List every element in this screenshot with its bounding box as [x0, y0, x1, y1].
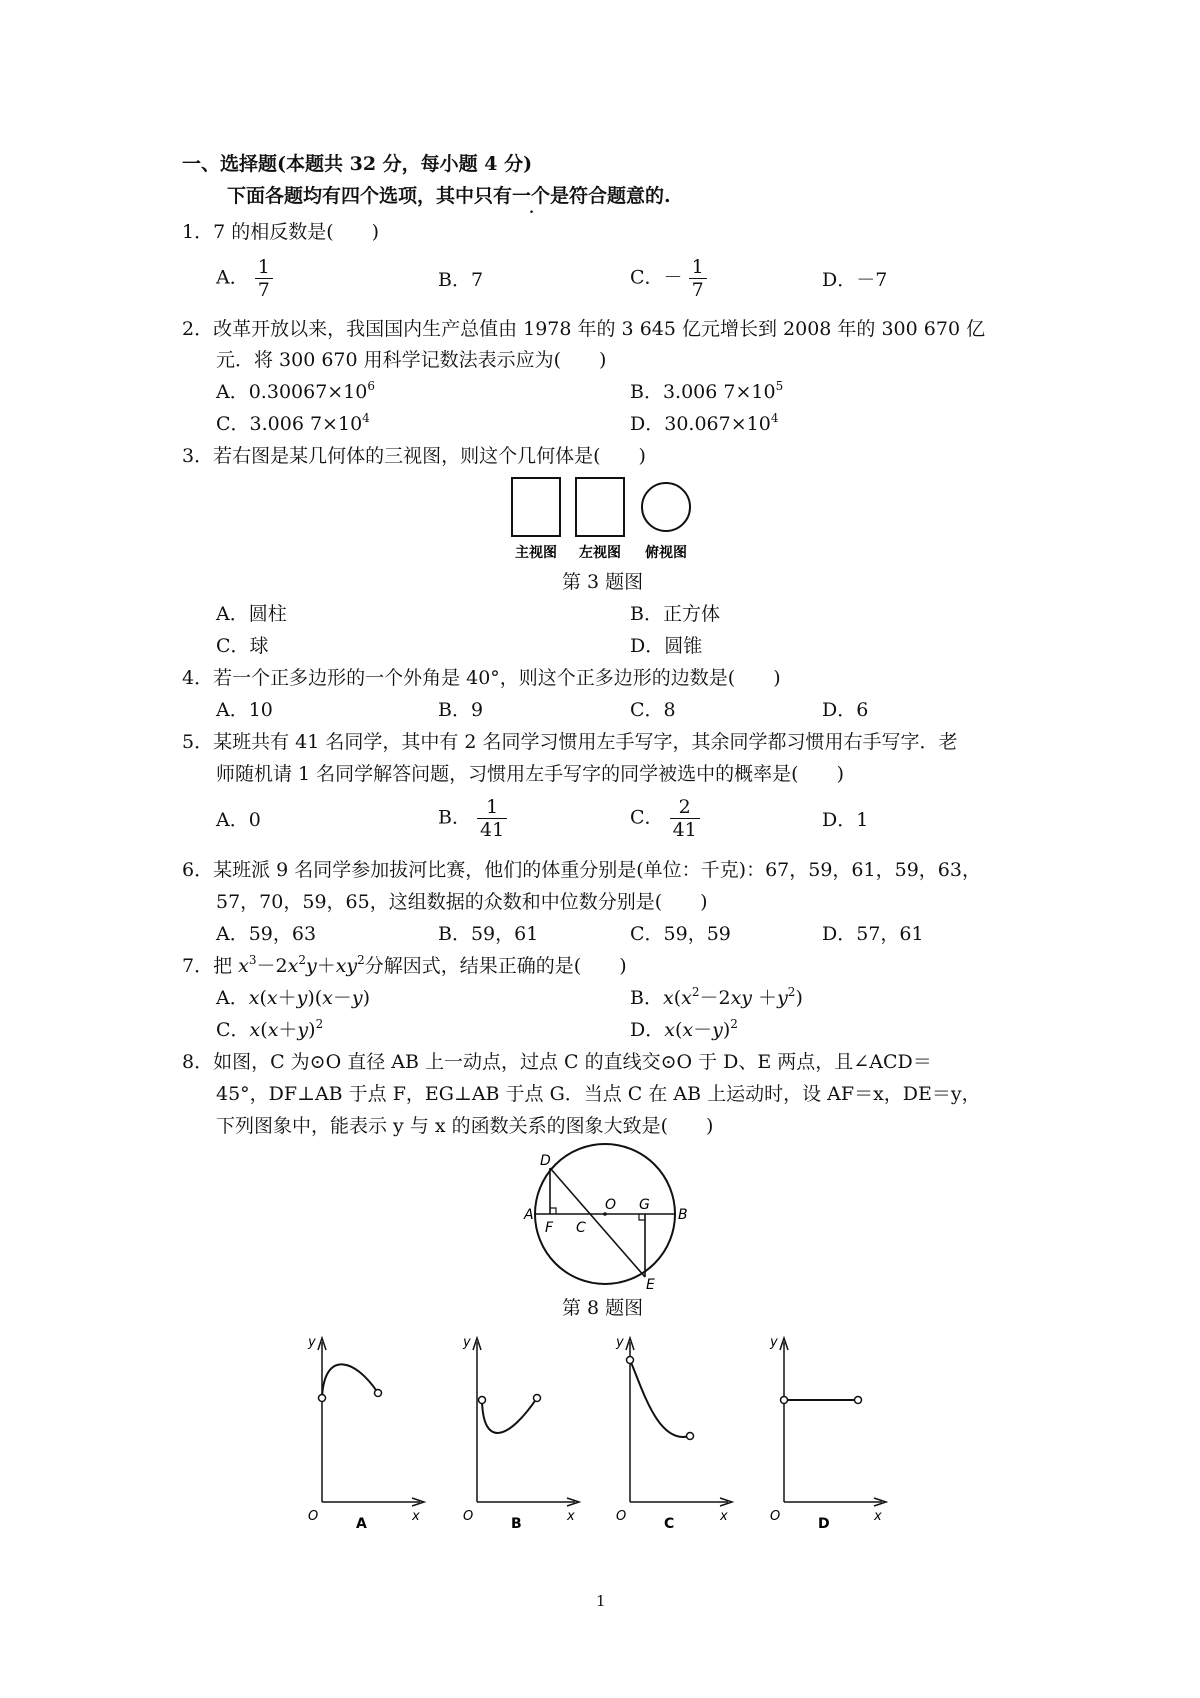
section-instruction	[227, 184, 671, 208]
q6-option-a: A．59，63	[216, 923, 317, 945]
q5-b-label: B．	[438, 806, 471, 829]
q8-line3: 下列图象中，能表示 y 与 x 的函数关系的图象大致是( )	[216, 1115, 714, 1137]
q8-line1: 8．如图，C 为⊙O 直径 AB 上一动点，过点 C 的直线交⊙O 于 D、E 两点，且∠ACD＝	[182, 1051, 932, 1073]
graph-b-start-point	[479, 1397, 486, 1404]
q7-d-label: D．	[630, 1019, 665, 1041]
q6-option-d: D．57，61	[822, 923, 924, 945]
page-number: 1	[596, 1592, 606, 1610]
q3-option-c: C．球	[216, 635, 269, 657]
graph-c-start-point	[627, 1357, 634, 1364]
graph-a-x-label: x	[412, 1509, 420, 1524]
q1-c-label: C．－	[630, 266, 683, 289]
q7-stem	[182, 954, 627, 978]
q2-d-text: D．30.067×10	[630, 413, 771, 435]
graph-a-start-point	[319, 1395, 326, 1402]
q7-a-label: A．	[216, 987, 249, 1009]
graph-d-y-label: y	[770, 1335, 778, 1350]
graph-c-y-label: y	[616, 1335, 624, 1350]
point-label-g: G	[639, 1197, 650, 1213]
point-label-d: D	[540, 1153, 551, 1169]
q2-option-b	[630, 380, 783, 404]
q5-line1: 5．某班共有 41 名同学，其中有 2 名同学习惯用左手写字，其余同学都习惯用右手写字．老	[182, 731, 958, 753]
q7-option-b: B．$x(x^2-2xy +y^2)$	[630, 985, 803, 1009]
q2-line2: 元．将 300 670 用科学记数法表示应为( )	[216, 349, 607, 371]
q7-c-label: C．	[216, 1019, 250, 1041]
graph-d-caption: D	[818, 1516, 830, 1530]
q4-stem: 4．若一个正多边形的一个外角是 40°，则这个正多边形的边数是( )	[182, 667, 781, 689]
q5-b-num: 1	[477, 796, 507, 819]
instruction-emphasis: 一个	[512, 185, 551, 207]
q6-option-b: B．59，61	[438, 923, 539, 945]
graph-a-y-label: y	[308, 1335, 316, 1350]
q3-option-a: A．圆柱	[216, 603, 287, 625]
q3-stem: 3．若右图是某几何体的三视图，则这个几何体是( )	[182, 445, 646, 467]
front-view-rectangle	[512, 478, 560, 536]
q5-option-a: A．0	[216, 809, 261, 831]
q1-option-c	[630, 256, 707, 301]
q4-option-b: B．9	[438, 699, 484, 721]
graph-c-curve	[630, 1360, 690, 1437]
graph-d-end-point	[855, 1397, 862, 1404]
q2-line1: 2．改革开放以来，我国国内生产总值由 1978 年的 3 645 亿元增长到 2008 年的 300 670 亿	[182, 318, 986, 340]
top-view-circle	[642, 483, 690, 531]
q1-stem: 1．7 的相反数是( )	[182, 221, 380, 243]
q2-a-text: A．0.30067×10	[216, 381, 368, 403]
q6-line1: 6．某班派 9 名同学参加拔河比赛，他们的体重分别是(单位：千克)：67，59，61，59，63，	[182, 859, 981, 881]
q7-b-label: B．	[630, 987, 663, 1009]
q5-c-num: 2	[670, 796, 700, 819]
q2-option-c	[216, 412, 370, 436]
point-label-b: B	[678, 1207, 688, 1223]
graph-b-end-point	[534, 1395, 541, 1402]
q8-line2: 45°，DF⊥AB 于点 F，EG⊥AB 于点 G．当点 C 在 AB 上运动时，设 AF＝x，DE＝y，	[216, 1083, 981, 1105]
instruction-before: 下面各题均有四个选项，其中只有	[227, 185, 513, 207]
side-view-label: 左视图	[579, 545, 621, 561]
q1-a-fraction	[255, 256, 273, 301]
q5-line2: 师随机请 1 名同学解答问题，习惯用左手写字的同学被选中的概率是( )	[216, 763, 844, 785]
q7-expression: $x^3-2x^2y+xy^2$	[238, 953, 365, 977]
graph-c-caption: C	[664, 1516, 675, 1530]
q3-caption: 第 3 题图	[562, 571, 644, 593]
q2-c-text: C．3.006 7×10	[216, 413, 363, 435]
q2-b-text: B．3.006 7×10	[630, 381, 776, 403]
q2-b-exp: 5	[775, 379, 784, 393]
q5-option-b	[438, 796, 507, 841]
q5-b-den: 41	[480, 819, 505, 841]
graph-d-start-point	[781, 1397, 788, 1404]
q1-a-den: 7	[257, 279, 270, 301]
q3-option-b: B．正方体	[630, 603, 720, 625]
q5-option-d: D．1	[822, 809, 869, 831]
graph-d-origin: O	[770, 1509, 781, 1524]
q1-option-b: B．7	[438, 269, 484, 291]
q7-option-c: C．$x(x+y)^2$	[216, 1017, 324, 1041]
q7-option-a: A．x(x＋y)(x－y)	[216, 987, 371, 1009]
point-label-o: O	[605, 1197, 617, 1213]
graph-c-x-label: x	[720, 1509, 728, 1524]
section-title: 一、选择题(本题共 32 分，每小题 4 分)	[182, 153, 533, 175]
q1-c-fraction	[689, 256, 707, 301]
q4-option-d: D．6	[822, 699, 869, 721]
right-angle-f	[550, 1208, 556, 1214]
instruction-after: 是符合题意的.	[550, 185, 671, 207]
q8-caption: 第 8 题图	[562, 1297, 644, 1319]
q1-option-a	[216, 256, 273, 301]
graph-b-caption: B	[511, 1516, 522, 1530]
point-label-c: C	[576, 1220, 586, 1236]
chord-de	[550, 1168, 645, 1277]
q5-c-den: 41	[672, 819, 697, 841]
q3-option-d: D．圆锥	[630, 635, 703, 657]
graph-d-x-label: x	[874, 1509, 882, 1524]
q4-option-a: A．10	[216, 699, 273, 721]
graph-b-y-label: y	[463, 1335, 471, 1350]
graph-a-end-point	[375, 1390, 382, 1397]
point-label-a: A	[524, 1207, 534, 1223]
q4-option-c: C．8	[630, 699, 676, 721]
front-view-label: 主视图	[515, 545, 557, 561]
graph-a-curve	[322, 1364, 378, 1398]
q5-b-fraction	[477, 796, 507, 841]
graph-b-origin: O	[463, 1509, 474, 1524]
q3-three-views-figure	[500, 470, 710, 562]
q5-c-label: C．	[630, 806, 664, 829]
q8-graph-c	[608, 1330, 743, 1530]
q6-line2: 57，70，59，65，这组数据的众数和中位数分别是( )	[216, 891, 708, 913]
q8-graph-a	[300, 1330, 435, 1530]
point-label-f: F	[545, 1220, 554, 1236]
q8-graph-d	[762, 1330, 897, 1530]
q7-option-d: D．$x(x-y)^2$	[630, 1017, 738, 1041]
q8-circle-figure	[510, 1140, 700, 1290]
q1-option-d: D．－7	[822, 269, 888, 291]
q2-a-exp: 6	[367, 379, 376, 393]
q5-option-c	[630, 796, 700, 841]
graph-b-x-label: x	[567, 1509, 575, 1524]
q2-d-exp: 4	[770, 411, 779, 425]
q1-a-label: A．	[216, 266, 249, 289]
top-view-label: 俯视图	[645, 545, 687, 561]
q2-option-a	[216, 380, 375, 404]
point-label-e: E	[646, 1277, 655, 1290]
q1-c-den: 7	[691, 279, 704, 301]
graph-b-curve	[482, 1398, 537, 1433]
q7-stem-prefix: 7．把	[182, 955, 239, 977]
q5-c-fraction	[670, 796, 700, 841]
graph-a-origin: O	[308, 1509, 319, 1524]
q7-stem-suffix: 分解因式，结果正确的是( )	[364, 955, 627, 977]
graph-c-end-point	[687, 1433, 694, 1440]
q8-graph-b	[455, 1330, 590, 1530]
right-angle-g	[639, 1214, 645, 1220]
graph-a-caption: A	[356, 1516, 367, 1530]
q2-c-exp: 4	[362, 411, 370, 425]
q1-c-num: 1	[689, 256, 707, 279]
q6-option-c: C．59，59	[630, 923, 731, 945]
q2-option-d	[630, 412, 778, 436]
side-view-rectangle	[576, 478, 624, 536]
graph-c-origin: O	[616, 1509, 627, 1524]
q1-a-num: 1	[255, 256, 273, 279]
